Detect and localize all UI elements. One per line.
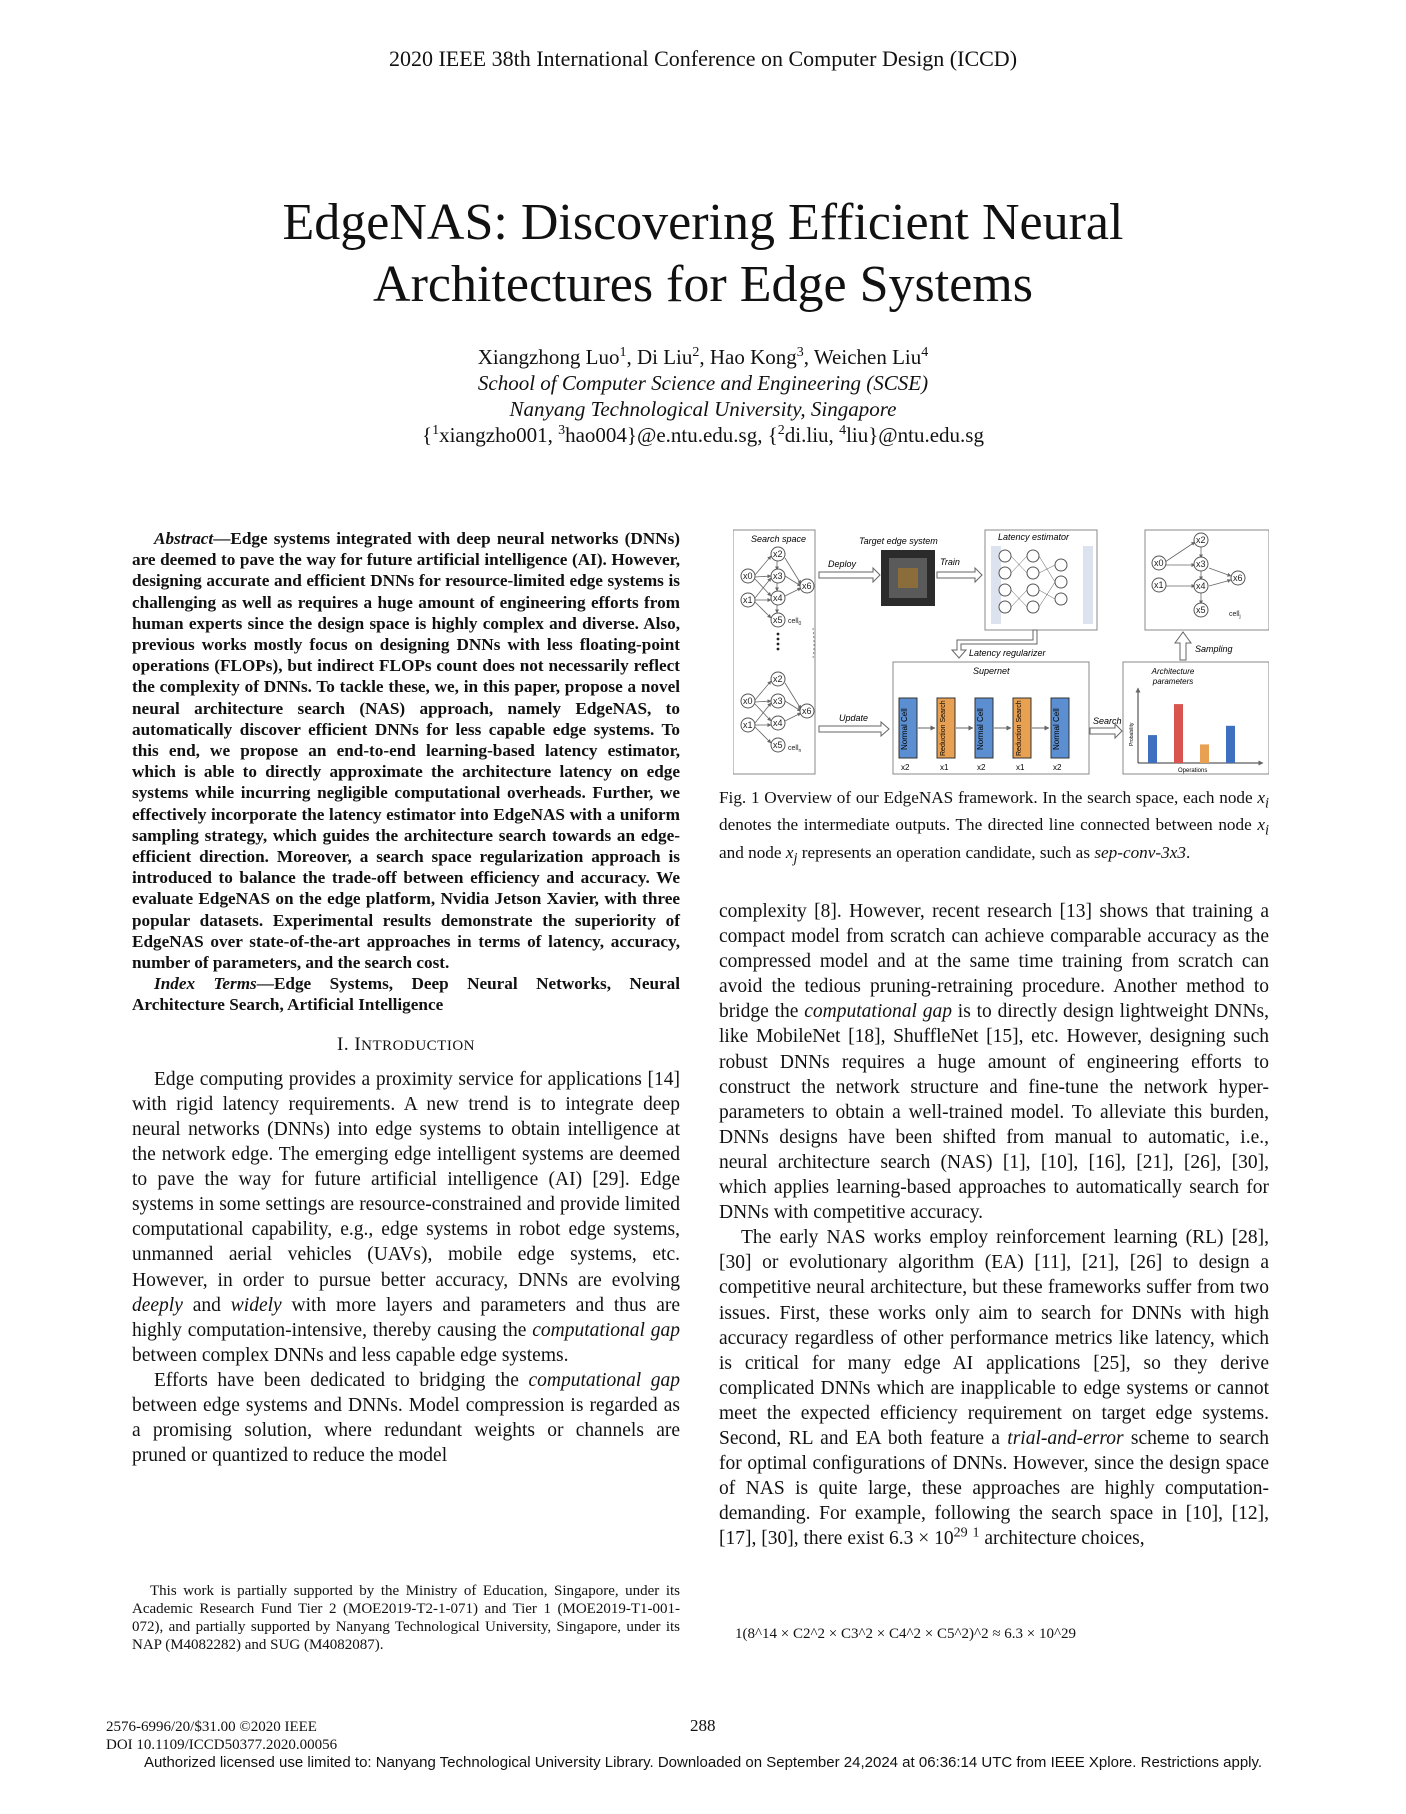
search-label: Search xyxy=(1093,716,1122,726)
right-paragraph-1 xyxy=(719,899,1269,1225)
estimator-network xyxy=(991,546,1093,624)
update-label: Update xyxy=(839,713,869,723)
caption-b: denotes the intermediate outputs. The directed line connected between node xyxy=(719,815,1258,835)
caption-d: represents an operation candidate, such as xyxy=(797,842,1095,862)
cell-n-graph xyxy=(741,672,814,754)
abstract-label: Abstract xyxy=(154,529,214,548)
email-part-4: liu}@ntu.edu.sg xyxy=(846,423,984,447)
email-part-1: xiangzho001, xyxy=(439,423,559,447)
target-edge-label: Target edge system xyxy=(859,536,938,546)
arch-params-label-2: parameters xyxy=(1152,677,1194,686)
title-line-2: Architectures for Edge Systems xyxy=(373,256,1033,313)
emails xyxy=(0,422,1406,448)
derived-x5-label: x5 xyxy=(1196,605,1206,615)
right-p2-c: architecture choices, xyxy=(979,1528,1145,1550)
intro-p1-gap: computational gap xyxy=(532,1319,680,1341)
reduction-cell-2-text: Reduction Search xyxy=(1016,700,1023,756)
caption-sub-i: i xyxy=(1265,795,1269,812)
normal-cell-3-text: Normal Cell xyxy=(1052,708,1061,750)
intro-p1-and: and xyxy=(182,1294,231,1316)
chart-bar-op2 xyxy=(1174,704,1183,763)
cell-0-label: cell$_0$ xyxy=(788,618,802,627)
ellipsis-dots xyxy=(777,633,780,651)
page-number: 288 xyxy=(690,1716,716,1735)
cell-n-label: cell$_n$ xyxy=(788,745,802,754)
intro-p2-a: Efforts have been dedicated to bridging the xyxy=(154,1369,529,1391)
author-block xyxy=(0,344,1406,448)
right-column xyxy=(719,899,1269,1551)
latency-estimator-label: Latency estimator xyxy=(998,532,1070,542)
repeat-x2-2: x2 xyxy=(977,763,986,772)
derived-x0-label: x0 xyxy=(1154,558,1164,568)
node-x0-label: x0 xyxy=(743,571,753,581)
author-1-affil: 1 xyxy=(619,345,627,360)
node-n-x3-label: x3 xyxy=(773,696,783,706)
node-x6-label: x6 xyxy=(802,581,812,591)
right-p1-a: complexity [8]. However, recent research [13] shows that training a compact model from scratch can achieve comparable accuracy as the compressed model and at the same time training from scratch can avoid the tedious pruning-retraining procedure. Another method to bridge the xyxy=(719,901,1269,1023)
figure-1-caption xyxy=(719,787,1269,869)
author-2: Di Liu xyxy=(636,345,693,369)
email-part-3: di.liu, xyxy=(784,423,840,447)
section-numeral: I. I xyxy=(337,1033,362,1055)
right-p1-gap: computational gap xyxy=(804,1001,952,1023)
architecture-parameters-chart xyxy=(1129,688,1263,774)
search-space-box xyxy=(733,530,815,774)
caption-xi2: x xyxy=(1257,815,1266,835)
chart-bar-op4 xyxy=(1226,726,1235,763)
chart-xlabel: Operations xyxy=(1178,768,1208,774)
node-x5-label: x5 xyxy=(773,615,783,625)
paper-title xyxy=(0,192,1406,316)
reduction-cell-1-text: Reduction Search xyxy=(940,700,947,756)
update-arrow xyxy=(819,722,889,736)
right-p1-b: is to directly design lightweight DNNs, like MobileNet [18], ShuffleNet [15], etc. However, designing such robust DNNs requires a huge amount of engineering efforts to construct the network structure and fine-tune the network hyper-parameters to obtain a well-trained model. To alleviate this burden, DNNs designs have been shifted from manual to automatic, i.e., neural architecture search (NAS) [1], [10], [16], [21], [26], [30], which applies learning-based approaches to automatically search for DNNs with competitive accuracy. xyxy=(719,1001,1269,1224)
index-terms-text: —Edge Systems, Deep Neural Networks, Neural Architecture Search, Artificial Intelligence xyxy=(132,974,680,1015)
node-x3-label: x3 xyxy=(773,571,783,581)
caption-a: Overview of our EdgeNAS framework. In the search space, each node xyxy=(759,788,1258,807)
node-n-x1-label: x1 xyxy=(743,720,753,730)
cell-0-graph xyxy=(741,547,814,627)
university: Nanyang Technological University, Singapore xyxy=(509,397,897,421)
deploy-arrow xyxy=(819,568,880,582)
node-n-x4-label: x4 xyxy=(773,718,783,728)
derived-x1-label: x1 xyxy=(1154,580,1164,590)
intro-p1-widely: widely xyxy=(230,1294,282,1316)
intro-p2-b: between edge systems and DNNs. Model compression is regarded as a promising solution, where redundant weights or channels are pruned or quantized to reduce the model xyxy=(132,1394,680,1467)
author-4-affil: 4 xyxy=(921,345,929,360)
right-p2-a: The early NAS works employ reinforcement learning (RL) [28], [30] or evolutionary algorithm (EA) [11], [21], [26] to design a competitive neural architecture, but these frameworks suffer from two issues. First, these works only aim to search for DNNs with high accuracy regardless of other performance metrics like latency, which is critical for many edge AI applications [25], so they derive complicated DNNs which are inapplicable to edge systems or cannot meet the expected efficiency requirement on target edge systems. Second, RL and EA both feature a xyxy=(719,1227,1269,1449)
chart-bar-op1 xyxy=(1148,735,1157,763)
normal-cell-2-text: Normal Cell xyxy=(976,708,985,750)
caption-label: Fig. 1 xyxy=(719,788,760,807)
caption-c: and node xyxy=(719,842,786,862)
author-3-affil: 3 xyxy=(796,345,804,360)
derived-cell-label: cell$_j$ xyxy=(1229,611,1241,620)
derived-x6-label: x6 xyxy=(1233,573,1243,583)
search-space-label: Search space xyxy=(751,534,807,544)
email-brace: { xyxy=(422,423,433,447)
index-terms-label: Index Terms xyxy=(154,974,257,994)
caption-e: . xyxy=(1185,842,1191,862)
repeat-x2-1: x2 xyxy=(901,763,910,772)
sampling-arrow xyxy=(1175,632,1191,660)
email-part-2: hao004}@e.ntu.edu.sg, { xyxy=(565,423,778,447)
right-p2-trial: trial-and-error xyxy=(1007,1427,1124,1449)
derived-x3-label: x3 xyxy=(1196,559,1206,569)
node-n-x2-label: x2 xyxy=(773,674,783,684)
caption-xj: x xyxy=(785,842,794,862)
search-arrow xyxy=(1090,724,1122,738)
arch-params-label-1: Architecture xyxy=(1151,667,1195,676)
email-sup-4: 4 xyxy=(839,423,847,438)
intro-paragraph-1 xyxy=(132,1067,680,1368)
intro-p1-b: with more layers and parameters and thus are highly computation-intensive, thereby causing the xyxy=(132,1294,680,1341)
footnote-1: 1(8^14 × C2^2 × C3^2 × C4^2 × C5^2)^2 ≈ 6.3 × 10^29 xyxy=(735,1626,1077,1642)
latency-estimator-box xyxy=(985,530,1097,630)
supernet-cells xyxy=(899,698,1069,772)
email-sup-3: 3 xyxy=(558,423,566,438)
derived-x4-label: x4 xyxy=(1196,581,1206,591)
latency-regularizer-label: Latency regularizer xyxy=(969,648,1046,658)
email-sup-1: 1 xyxy=(432,423,440,438)
title-line-1: EdgeNAS: Discovering Efficient Neural xyxy=(282,194,1124,251)
author-names: Xiangzhong Luo$^1$, Di Liu$^2$, Hao Kong$^3$, Weichen Liu$^4$ xyxy=(477,345,929,369)
chart-ylabel: Probability xyxy=(1129,722,1135,746)
sampling-label: Sampling xyxy=(1195,644,1233,654)
node-x4-label: x4 xyxy=(773,593,783,603)
normal-cell-1-text: Normal Cell xyxy=(900,708,909,750)
dashed-connector xyxy=(813,628,814,658)
conference-header: 2020 IEEE 38th International Conference on Computer Design (ICCD) xyxy=(388,46,1018,71)
deploy-label: Deploy xyxy=(828,559,857,569)
right-p2-b: scheme to search for optimal configurations of DNNs. However, since the design space of NAS is quite large, these approaches are highly computation-demanding. For example, following the search space in [10], [12], [17], [30], there exist 6.3 × 10 xyxy=(719,1427,1269,1550)
left-column xyxy=(132,528,680,1468)
license-notice: Authorized licensed use limited to: Nanyang Technological University Library. Downloaded on September 24,2024 at 06:36:14 UTC from IEEE Xplore. Restrictions apply. xyxy=(143,1754,1263,1771)
node-x2-label: x2 xyxy=(773,549,783,559)
footer-doi: DOI 10.1109/ICCD50377.2020.00056 xyxy=(106,1737,338,1753)
index-terms xyxy=(132,973,680,1015)
section-heading-rest: NTRODUCTION xyxy=(361,1037,475,1054)
chart-bar-op3 xyxy=(1200,744,1209,763)
train-arrow xyxy=(937,568,982,582)
author-4: Weichen Liu xyxy=(813,345,922,369)
email-sup-2: 2 xyxy=(777,423,785,438)
repeat-x1-2: x1 xyxy=(1016,763,1025,772)
intro-p2-gap: computational gap xyxy=(528,1369,680,1391)
node-n-x5-label: x5 xyxy=(773,740,783,750)
repeat-x2-3: x2 xyxy=(1053,763,1062,772)
caption-xi: x xyxy=(1257,788,1266,807)
architecture-parameters-box xyxy=(1123,662,1269,774)
intro-p1-a: Edge computing provides a proximity service for applications [14] with rigid latency requirements. A new trend is to integrate deep neural networks (DNNs) into edge systems to obtain intelligence at the network edge. The emerging edge intelligent systems are deemed to pave the way for future artificial intelligence (AI) [29]. Edge systems in some settings are resource-constrained and provide limited computational capability, e.g., edge systems in robot edge systems, unmanned aerial vehicles (UAVs), mobile edge systems, etc. However, in order to pursue better accuracy, DNNs are evolving xyxy=(132,1068,680,1291)
supernet-label: Supernet xyxy=(973,666,1010,676)
abstract-text: —Edge systems integrated with deep neural networks (DNNs) are deemed to pave the way for future artificial intelligence (AI). However, designing accurate and efficient DNNs for resource-limited edge systems is challenging as well as requires a huge amount of engineering efforts from human experts since the design space is highly complex and diverse. Also, previous works mostly focus on designing DNNs with less floating-point operations (FLOPs), but indirect FLOPs count does not necessarily reflect the complexity of DNNs. To tackle these, we, in this paper, propose a novel neural architecture search (NAS) approach, namely EdgeNAS, to automatically discover efficient DNNs for less capable edge systems. To this end, we propose an end-to-end learning-based latency estimator, which is able to directly approximate the architecture latency on edge systems while incurring negligible computational overheads. Further, we effectively incorporate the latency estimator into EdgeNAS with a uniform sampling strategy, which guides the architecture search towards an edge-efficient direction. Moreover, a search space regularization approach is introduced to balance the trade-off between efficiency and accuracy. We evaluate EdgeNAS on the edge platform, Nvidia Jetson Xavier, with three popular datasets. Experimental results demonstrate the superiority of EdgeNAS over state-of-the-art approaches in terms of latency, accuracy, number of parameters, and the search cost. xyxy=(132,529,680,973)
footer-issn: 2576-6996/20/$31.00 ©2020 IEEE xyxy=(106,1719,317,1735)
node-n-x6-label: x6 xyxy=(802,706,812,716)
right-p2-exp: 29 xyxy=(953,1525,968,1541)
author-3: Hao Kong xyxy=(709,345,797,369)
intro-p1-c: between complex DNNs and less capable edge systems. xyxy=(132,1344,569,1366)
school: School of Computer Science and Engineering (SCSE) xyxy=(477,371,929,395)
section-heading-introduction xyxy=(132,1032,680,1059)
footer-issn-doi xyxy=(106,1718,337,1754)
caption-sub-j: j xyxy=(793,850,798,867)
right-p2-footnote-mark: 1 xyxy=(972,1525,980,1541)
figure-1-diagram xyxy=(733,528,1269,776)
derived-x2-label: x2 xyxy=(1196,535,1206,545)
intro-p1-deeply: deeply xyxy=(132,1294,183,1316)
repeat-x1-1: x1 xyxy=(940,763,949,772)
derived-cell-graph xyxy=(1152,533,1245,620)
author-2-affil: 2 xyxy=(692,345,700,360)
intro-paragraph-2 xyxy=(132,1368,680,1468)
caption-sub-i2: i xyxy=(1265,822,1269,839)
right-paragraph-2 xyxy=(719,1225,1269,1551)
train-label: Train xyxy=(940,557,960,567)
node-x1-label: x1 xyxy=(743,595,753,605)
abstract xyxy=(132,528,680,973)
funding-footnote: This work is partially supported by the Ministry of Education, Singapore, under its Academic Research Fund Tier 2 (MOE2019-T2-1-071) and Tier 1 (MOE2019-T1-001-072), and partially supported by Nanyang Technological University, Singapore, under its NAP (M4082282) and SUG (M4082087). xyxy=(132,1583,680,1653)
node-n-x0-label: x0 xyxy=(743,696,753,706)
author-1: Xiangzhong Luo xyxy=(477,345,620,369)
caption-op: sep-conv-3x3 xyxy=(1094,842,1186,862)
